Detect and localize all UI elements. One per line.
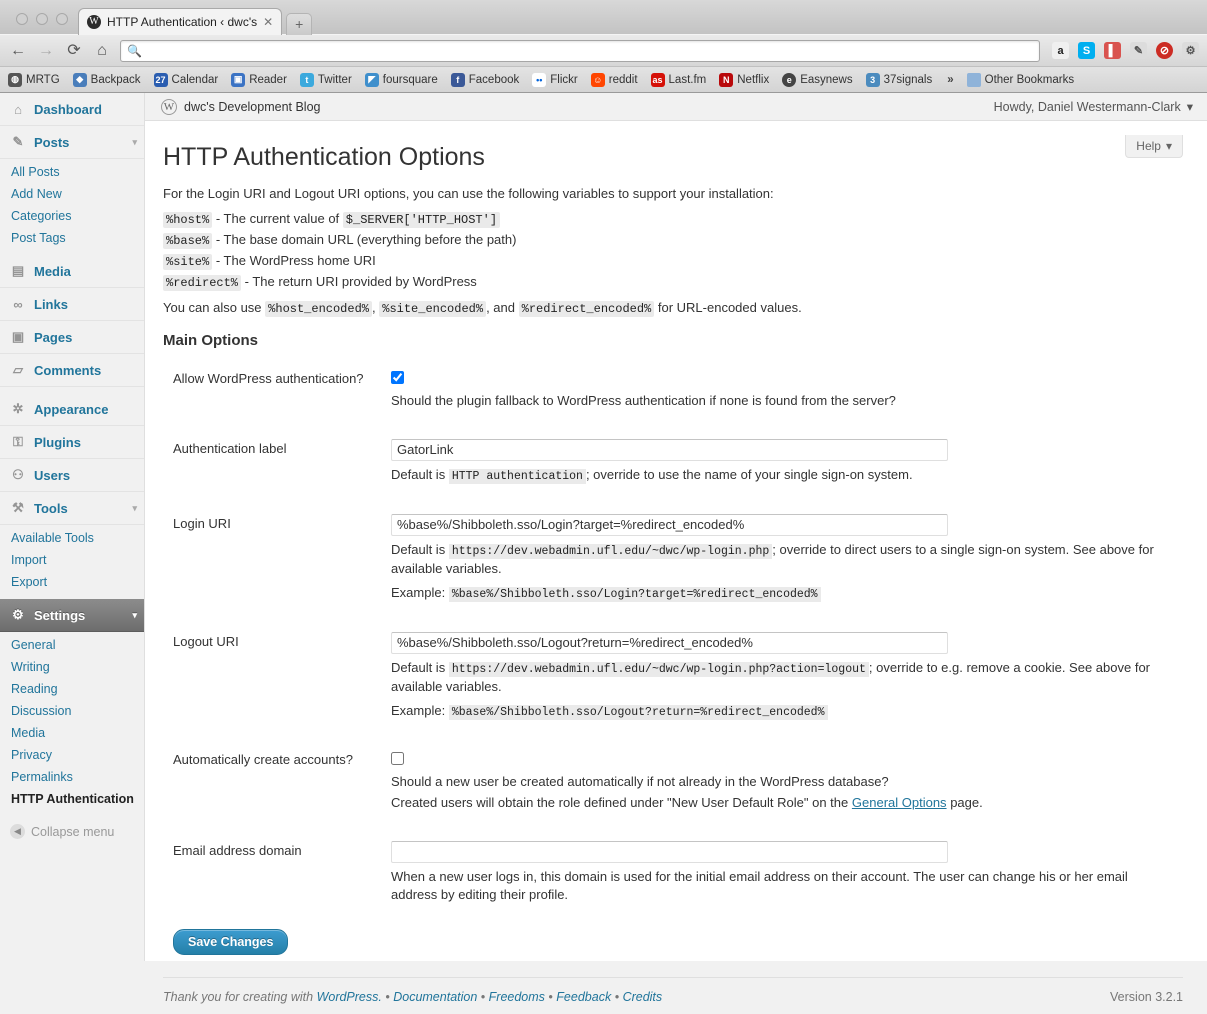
variable-desc: - The WordPress home URI [215,253,376,268]
example-label: Example: [391,703,446,719]
field-description: Should a new user be created automatically if not already in the WordPress database? [391,773,889,789]
bookmark-mrtg[interactable] [8,73,60,87]
site-title[interactable] [161,99,320,115]
submenu-settings [0,632,144,816]
form-row-email-address-domain [163,825,1183,918]
bookmarks-overflow-button[interactable]: » [947,73,954,86]
wordpress-admin [0,93,1207,1005]
foursquare-favicon: ◤ [365,73,379,87]
wordpress-logo-icon: W [161,99,177,115]
search-icon: 🔍 [127,43,142,58]
allow-wordpress-authentication-checkbox[interactable] [391,371,404,384]
variable-row [163,211,1183,227]
form-row-authentication-label [163,423,1183,498]
field-example [391,702,1173,722]
collapse-menu-button[interactable] [0,816,144,847]
bookmark-foursquare[interactable] [365,73,438,87]
sidebar-subitem-permalinks[interactable]: Permalinks [11,770,73,784]
save-changes-button[interactable]: Save Changes [173,929,288,955]
sidebar-subitem-reading[interactable]: Reading [11,682,58,696]
bookmark-backpack[interactable] [73,73,141,87]
tab-strip [0,0,1207,34]
sidebar-subitem-writing[interactable]: Writing [11,660,50,674]
desc-code: HTTP authentication [449,469,586,484]
footer-sep: • [614,990,620,1005]
note-and: , and [486,300,515,315]
sidebar-subitem-export[interactable]: Export [11,575,48,589]
media-icon: ▤ [11,263,25,278]
minimize-window-button[interactable] [36,13,48,25]
encoded-var-host: %host_encoded% [265,301,372,317]
variable-code: %redirect% [163,275,241,291]
bookmark-easynews[interactable] [782,73,852,87]
comment-icon: ▱ [13,362,23,377]
bookmark-37signals[interactable] [866,73,933,87]
desc-post: ; override to direct users to a single sign-on system. See above for available variables. [391,541,1154,577]
sidebar-subitem-general[interactable]: General [11,638,56,652]
other-bookmarks-label: Other Bookmarks [984,73,1075,86]
bookmark-label: foursquare [382,73,438,86]
chevron-down-icon: ▾ [1186,100,1193,114]
gear-icon: ⚙ [12,607,24,622]
desc2-pre: Created users will obtain the role defined under "New User Default Role" on the [391,794,849,810]
variable-code: %base% [163,233,212,249]
sidebar-item-appearance[interactable] [0,393,144,426]
variable-row [163,232,1183,248]
bookmark-netflix[interactable] [719,73,769,87]
bookmark-label: Flickr [550,73,578,86]
sidebar-subitem-categories[interactable]: Categories [11,209,72,223]
field-description: Should the plugin fallback to WordPress authentication if none is found from the server? [391,393,896,408]
field-label: Email address domain [173,842,302,858]
help-label: Help [1136,139,1161,153]
encoded-variables-note [163,300,1183,316]
desc-post: ; override to e.g. remove a cookie. See above for available variables. [391,659,1151,695]
sidebar-item-label: Appearance [34,401,109,417]
footer-sep: • [548,990,553,1005]
home-icon: ⌂ [14,101,22,117]
bookmark-reddit[interactable] [591,73,638,87]
example-label: Example: [391,585,446,601]
bookmark-twitter[interactable] [300,73,352,87]
bookmark-label: Backpack [90,73,141,86]
tab-title: HTTP Authentication ‹ dwc's [107,15,258,29]
reader-favicon: ▣ [231,73,245,87]
bookmarks-bar [0,66,1207,92]
sidebar-subitem-post-tags[interactable]: Post Tags [11,231,66,245]
account-menu[interactable] [994,99,1193,114]
form-row-allow-wordpress-authentication [163,353,1183,423]
form-row-logout-uri [163,616,1183,734]
field-label: Logout URI [173,633,239,649]
bookmark-flickr[interactable] [532,73,577,87]
twitter-favicon: t [300,73,314,87]
section-title-main-options: Main Options [163,332,258,349]
submit-area [163,917,1183,955]
sidebar-item-label: Tools [34,500,68,516]
bookmark-label: Reader [249,73,287,86]
flickr-favicon: •• [532,73,546,87]
field-description [391,541,1173,580]
chevron-down-icon: ▾ [1165,139,1172,153]
sidebar-item-label: Pages [34,329,73,345]
sidebar-subitem-privacy[interactable]: Privacy [11,748,52,762]
sidebar-subitem-add-new[interactable]: Add New [11,187,62,201]
footer-link-freedoms[interactable]: Freedoms [488,990,545,1005]
bookmark-label: Facebook [468,73,520,86]
chrome-menu-icon[interactable]: ⚙ [1182,42,1199,59]
sidebar-item-links[interactable] [0,288,144,321]
users-icon: ⚇ [12,467,24,482]
footer-link-feedback[interactable]: Feedback [556,990,612,1005]
page-icon: ▣ [11,329,25,344]
email-address-domain-input[interactable] [391,841,948,863]
submenu-posts [0,159,144,255]
navigation-bar [0,34,1207,66]
field-label: Login URI [173,515,231,531]
bookmark-label: Twitter [317,73,352,86]
sidebar-item-dashboard[interactable] [0,93,144,126]
variable-code: %host% [163,212,212,228]
bookmark-label: Easynews [800,73,853,86]
zoom-window-button[interactable] [56,13,68,25]
sidebar-item-label: Posts [34,134,70,150]
easynews-favicon: e [782,73,796,87]
general-options-link[interactable]: General Options [851,794,947,810]
desc-code: https://dev.webadmin.ufl.edu/~dwc/wp-login.php [449,544,772,559]
sidebar-item-plugins[interactable] [0,426,144,459]
bookmark-reader[interactable] [231,73,287,87]
bookmark-facebook[interactable] [451,73,520,87]
automatically-create-accounts-checkbox[interactable] [391,752,404,765]
wordpress-favicon: W [87,15,101,29]
encoded-var-site: %site_encoded% [379,301,486,317]
field-label: Automatically create accounts? [173,751,353,767]
desc-code: https://dev.webadmin.ufl.edu/~dwc/wp-login.php?action=logout [449,662,869,677]
browser-chrome [0,0,1207,93]
variable-row [163,274,1183,290]
chevron-down-icon: ▾ [132,502,137,513]
browser-tab[interactable] [78,8,282,35]
sidebar-subitem-discussion[interactable]: Discussion [11,704,72,718]
variable-desc: - The base domain URL (everything before the path) [215,232,517,247]
extension-toolbar [1048,42,1199,59]
pin-icon: ✎ [12,134,24,149]
sidebar-item-label: Media [34,263,71,279]
sidebar-item-label: Plugins [34,434,81,450]
chevron-down-icon: ▾ [132,136,137,147]
sidebar-item-label: Dashboard [34,101,102,117]
desc-pre: Default is [391,659,446,675]
bookmark-label: Calendar [171,73,219,86]
reload-button[interactable]: ⟳ [67,41,81,59]
sidebar-item-label: Users [34,467,71,483]
netflix-favicon: N [719,73,733,87]
plug-icon: ⚿ [13,434,23,449]
bookmark-calendar[interactable] [154,73,219,87]
example-code: %base%/Shibboleth.sso/Logout?return=%redirect_encoded% [449,705,828,720]
sidebar-subitem-available-tools[interactable]: Available Tools [11,531,94,545]
authentication-label-input[interactable] [391,439,948,461]
sidebar-item-tools[interactable] [0,492,144,525]
footer-thanks: Thank you for creating with [163,990,314,1005]
sidebar-item-users[interactable] [0,459,144,492]
reddit-favicon: ☺ [591,73,605,87]
desc-post: ; override to use the name of your single sign-on system. [585,466,913,482]
form-row-automatically-create-accounts [163,734,1183,825]
mrtg-favicon: ◍ [8,73,22,87]
page-title: HTTP Authentication Options [163,143,485,171]
bookmark-label: reddit [608,73,638,86]
close-tab-icon[interactable]: ✕ [263,15,274,29]
submenu-tools [0,525,144,599]
lastpass-extension-icon[interactable]: ▌ [1104,42,1121,59]
sidebar-subitem-all-posts[interactable]: All Posts [11,165,60,179]
folder-icon [967,73,981,87]
field-description-secondary [391,794,1173,813]
note-prefix: You can also use [163,300,262,315]
wrench-extension-icon[interactable]: ✎ [1130,42,1147,59]
address-bar[interactable] [120,40,1040,62]
footer-credits [163,990,662,1004]
howdy-label: Howdy, Daniel Westermann-Clark [993,99,1181,114]
sidebar-item-pages[interactable] [0,321,144,354]
tools-icon: ⚒ [12,500,24,515]
lastfm-favicon: as [652,74,663,85]
field-label: Allow WordPress authentication? [173,371,364,386]
field-label: Authentication label [173,440,287,456]
field-description [391,466,1173,486]
sidebar-subitem-import[interactable]: Import [11,553,47,567]
wordpress-version: Version 3.2.1 [1110,990,1183,1005]
bookmark-label: MRTG [26,73,60,86]
new-tab-button[interactable]: + [286,13,312,35]
collapse-menu-label: Collapse menu [31,824,115,839]
admin-footer [163,977,1183,1014]
sidebar-item-media[interactable] [0,255,144,288]
desc-pre: Default is [391,541,446,557]
bookmark-label: Last.fm [668,73,707,86]
footer-sep: • [480,990,486,1005]
forward-button[interactable]: → [38,41,54,59]
settings-page [145,121,1207,955]
variable-row [163,253,1183,269]
sidebar-item-label: Settings [34,607,86,623]
brush-icon: ✲ [12,401,24,416]
footer-link-credits[interactable]: Credits [622,990,663,1005]
sidebar-item-settings[interactable] [0,599,144,632]
back-button[interactable]: ← [10,41,26,59]
variable-desc: - The current value of [215,211,340,226]
help-tab-button[interactable] [1125,135,1183,158]
37signals-favicon: 3 [866,73,880,87]
admin-content [145,93,1207,1005]
backpack-favicon: ◆ [73,73,87,87]
sidebar-item-comments[interactable] [0,354,144,387]
other-bookmarks-folder[interactable] [967,73,1074,87]
footer-link-documentation[interactable]: Documentation [393,990,478,1005]
encoded-var-redirect: %redirect_encoded% [519,301,655,317]
variable-desc: - The return URI provided by WordPress [244,274,477,289]
sidebar-subitem-media[interactable]: Media [11,726,46,740]
variable-extra-code: $_SERVER['HTTP_HOST'] [343,212,500,228]
close-window-button[interactable] [16,13,28,25]
options-form-table [163,353,1183,917]
window-controls[interactable] [10,13,78,34]
calendar-favicon: 27 [155,74,166,85]
field-example [391,584,1173,604]
sidebar-item-label: Links [34,296,68,312]
sidebar-item-posts[interactable] [0,126,144,159]
home-button[interactable]: ⌂ [97,41,107,59]
footer-sep: • [385,990,390,1005]
adblock-extension-icon[interactable]: ⊘ [1156,42,1173,59]
note-sep: , [372,300,376,315]
sidebar-subitem-http-authentication[interactable]: HTTP Authentication [11,792,134,806]
bookmark-label: Netflix [737,73,770,86]
bookmark-lastfm[interactable] [651,73,707,87]
link-icon: ∞ [13,296,23,312]
amazon-extension-icon[interactable]: a [1052,42,1069,59]
skype-extension-icon[interactable]: S [1078,42,1095,59]
sidebar-item-label: Comments [34,362,102,378]
desc-pre: Default is [391,466,446,482]
site-title-label: dwc's Development Blog [184,99,321,114]
facebook-favicon: f [451,73,465,87]
field-description [391,659,1173,698]
admin-bar [145,93,1207,121]
admin-sidebar [0,93,145,961]
field-description: When a new user logs in, this domain is used for the initial email address on their account. The user can change his or her email address by editing their profile. [391,868,1128,903]
form-row-login-uri [163,498,1183,616]
bookmark-label: 37signals [883,73,933,86]
login-uri-input[interactable] [391,514,948,536]
logout-uri-input[interactable] [391,632,948,654]
collapse-arrow-icon: ◀ [10,824,25,839]
intro-text: For the Login URI and Logout URI options, you can use the following variables to support your installation: [163,186,774,201]
desc2-post: page. [950,794,983,810]
variable-code: %site% [163,254,212,270]
chevron-down-icon: ▾ [132,609,137,620]
footer-link-wordpress[interactable]: WordPress. [316,990,382,1005]
example-code: %base%/Shibboleth.sso/Login?target=%redirect_encoded% [449,587,821,602]
note-suffix: for URL-encoded values. [657,300,802,315]
variable-list [163,211,1183,290]
